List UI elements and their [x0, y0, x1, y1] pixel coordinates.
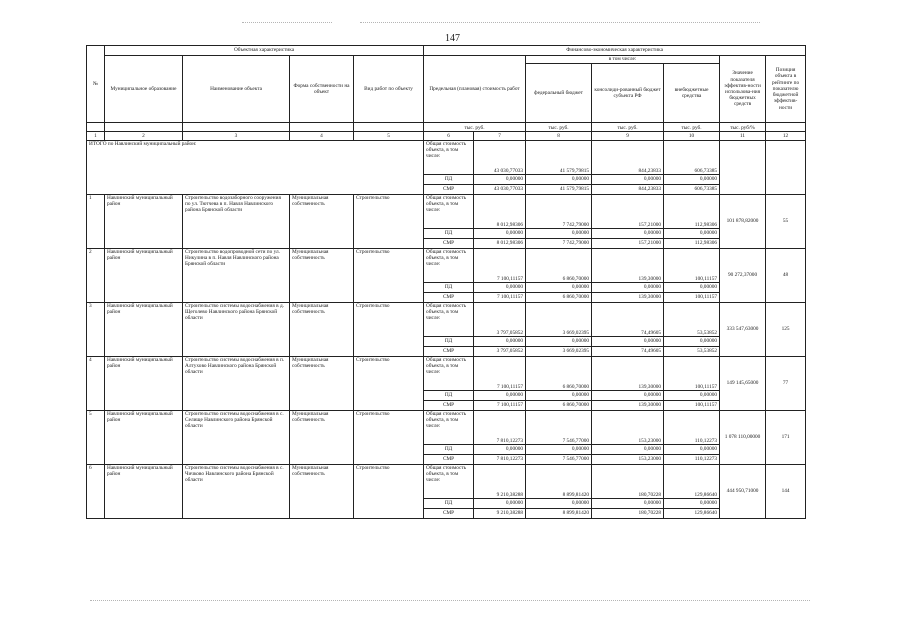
- ownership-cell: Муниципальная собственность: [290, 303, 354, 357]
- object-row: [87, 249, 806, 283]
- col-number: 6: [424, 132, 474, 141]
- rank-value: 77: [766, 357, 806, 411]
- extrabudget-value: 100,11157: [664, 293, 720, 303]
- regional-value: 0,00000: [592, 229, 664, 239]
- total-cost-value: 0,00000: [474, 283, 526, 293]
- row-number: 5: [87, 411, 105, 465]
- regional-value: 74,49605: [592, 347, 664, 357]
- total-cost-value: 7 100,11157: [474, 249, 526, 283]
- total-cost-value: 7 100,11157: [474, 401, 526, 411]
- federal-value: 0,00000: [526, 499, 592, 509]
- total-cost-value: 9 210,38288: [474, 465, 526, 499]
- regional-value: 0,00000: [592, 283, 664, 293]
- regional-value: 0,00000: [592, 337, 664, 347]
- federal-value: 41 579,79815: [526, 141, 592, 175]
- header-work-type: Вид работ по объекту: [354, 56, 424, 123]
- work-type-cell: Строительство: [354, 195, 424, 249]
- efficiency-value: 333 547,63000: [720, 303, 766, 357]
- efficiency-value: 90 272,37000: [720, 249, 766, 303]
- page-number: 147: [445, 33, 460, 44]
- header-units-row: [87, 123, 806, 132]
- regional-value: 74,49605: [592, 303, 664, 337]
- total-cost-value: 43 030,77033: [474, 141, 526, 175]
- extrabudget-value: 110,12273: [664, 455, 720, 465]
- scan-artifact-top: [242, 22, 332, 23]
- total-cost-value: 3 797,05852: [474, 347, 526, 357]
- header-cost: Предельная (плановая) стоимость работ: [424, 56, 526, 123]
- work-type-cell: Строительство: [354, 411, 424, 465]
- object-name-cell: Строительство системы водоснабжения в п. Алтухово Навлинского района Брянской области: [183, 357, 290, 411]
- federal-value: 0,00000: [526, 391, 592, 401]
- header-federal: федеральный бюджет: [526, 64, 592, 123]
- col-number: 11: [720, 132, 766, 141]
- federal-value: 0,00000: [526, 445, 592, 455]
- federal-value: 7 742,79000: [526, 195, 592, 229]
- efficiency-value: 149 145,65000: [720, 357, 766, 411]
- extrabudget-value: 0,00000: [664, 229, 720, 239]
- extrabudget-value: 110,12273: [664, 411, 720, 445]
- federal-value: 6 860,70000: [526, 293, 592, 303]
- total-cost-value: 7 810,12273: [474, 455, 526, 465]
- header-efficiency: Значение показателя эффектив-ности использова-ния бюджетных средств: [720, 56, 766, 123]
- unit-extrabudget: тыс. руб.: [664, 123, 720, 132]
- unit-federal: тыс. руб.: [526, 123, 592, 132]
- total-cost-value: 7 810,12273: [474, 411, 526, 445]
- object-row: [87, 195, 806, 229]
- row-number: 2: [87, 249, 105, 303]
- extrabudget-value: 0,00000: [664, 283, 720, 293]
- units-cell: [183, 123, 290, 132]
- extrabudget-value: 112,98306: [664, 195, 720, 229]
- extrabudget-value: 129,86640: [664, 465, 720, 499]
- header-row-2: [87, 56, 806, 64]
- federal-value: 7 742,79000: [526, 239, 592, 249]
- header-including: в том числе:: [526, 56, 720, 64]
- efficiency-value: 1 078 110,00000: [720, 411, 766, 465]
- col-number: 9: [592, 132, 664, 141]
- header-municipality: Муниципальное образование: [105, 56, 183, 123]
- total-cost-value: 3 797,05852: [474, 303, 526, 337]
- regional-value: 844,23833: [592, 185, 664, 195]
- federal-value: 3 669,02395: [526, 303, 592, 337]
- cost-type-label: ПД: [424, 283, 474, 293]
- column-numbers-row: [87, 132, 806, 141]
- units-cell: [290, 123, 354, 132]
- extrabudget-value: 53,53852: [664, 303, 720, 337]
- municipality-cell: Навлинский муниципальный район: [105, 465, 183, 519]
- regional-value: 180,70228: [592, 465, 664, 499]
- regional-value: 153,23000: [592, 411, 664, 445]
- object-row: [87, 303, 806, 337]
- municipality-cell: Навлинский муниципальный район: [105, 249, 183, 303]
- header-no: №: [87, 46, 105, 123]
- regional-value: 0,00000: [592, 175, 664, 185]
- header-row-1: [87, 46, 806, 56]
- ownership-cell: Муниципальная собственность: [290, 465, 354, 519]
- col-number: 7: [474, 132, 526, 141]
- col-number: 5: [354, 132, 424, 141]
- cost-type-label: Общая стоимость объекта, в том числе:: [424, 195, 474, 229]
- total-cost-value: 7 100,11157: [474, 357, 526, 391]
- efficiency-value: 444 950,71000: [720, 465, 766, 519]
- cost-type-label: Общая стоимость объекта, в том числе:: [424, 303, 474, 337]
- total-cost-value: 8 012,98306: [474, 239, 526, 249]
- header-ownership: Форма собственности на объект: [290, 56, 354, 123]
- total-cost-value: 8 012,98306: [474, 195, 526, 229]
- ownership-cell: Муниципальная собственность: [290, 249, 354, 303]
- total-cost-value: 9 210,38288: [474, 509, 526, 519]
- extrabudget-value: 100,11157: [664, 357, 720, 391]
- total-cost-value: 0,00000: [474, 337, 526, 347]
- extrabudget-value: 0,00000: [664, 337, 720, 347]
- extrabudget-value: 100,11157: [664, 401, 720, 411]
- col-number: 8: [526, 132, 592, 141]
- object-name-cell: Строительство водозаборного сооружения по ул. Тютчева в п. Навля Навлинского района Брянской области: [183, 195, 290, 249]
- total-cost-value: 0,00000: [474, 391, 526, 401]
- regional-value: 844,23833: [592, 141, 664, 175]
- federal-value: 7 546,77000: [526, 455, 592, 465]
- col-number: 1: [87, 132, 105, 141]
- regional-value: 180,70228: [592, 509, 664, 519]
- regional-value: 139,30000: [592, 249, 664, 283]
- cost-type-label: ПД: [424, 229, 474, 239]
- header-extrabudget: внебюджетные средства: [664, 64, 720, 123]
- col-number: 2: [105, 132, 183, 141]
- cost-type-label: ПД: [424, 175, 474, 185]
- total-cost-value: 7 100,11157: [474, 293, 526, 303]
- header-object-name: Наименование объекта: [183, 56, 290, 123]
- header-regional: консолиди-рованный бюджет субъекта РФ: [592, 64, 664, 123]
- total-cost-value: 0,00000: [474, 499, 526, 509]
- total-cost-value: 0,00000: [474, 175, 526, 185]
- work-type-cell: Строительство: [354, 465, 424, 519]
- col-number: 4: [290, 132, 354, 141]
- regional-value: 157,21000: [592, 239, 664, 249]
- extrabudget-value: 100,11157: [664, 249, 720, 283]
- cost-type-label: Общая стоимость объекта, в том числе:: [424, 141, 474, 175]
- extrabudget-value: 53,53852: [664, 347, 720, 357]
- efficiency-value: 101 878,82000: [720, 195, 766, 249]
- federal-value: 3 669,02395: [526, 347, 592, 357]
- row-number: 4: [87, 357, 105, 411]
- scan-artifact-bottom: [90, 600, 810, 601]
- units-cell: [354, 123, 424, 132]
- efficiency-value: [720, 141, 766, 195]
- object-name-cell: Строительство системы водоснабжения в д. Щеголево Навлинского района Брянской области: [183, 303, 290, 357]
- regional-value: 153,23000: [592, 455, 664, 465]
- cost-type-label: ПД: [424, 499, 474, 509]
- cost-type-label: СМР: [424, 185, 474, 195]
- header-fin-char: Финансово-экономическая характеристика: [424, 46, 806, 56]
- ownership-cell: Муниципальная собственность: [290, 357, 354, 411]
- total-cost-value: 0,00000: [474, 445, 526, 455]
- extrabudget-value: 0,00000: [664, 391, 720, 401]
- total-label: ИТОГО по Навлинский муниципальный район:: [87, 141, 424, 195]
- rank-value: 125: [766, 303, 806, 357]
- federal-value: 6 860,70000: [526, 357, 592, 391]
- rank-value: 55: [766, 195, 806, 249]
- federal-value: 0,00000: [526, 337, 592, 347]
- object-name-cell: Строительство системы водоснабжения в с. Селище Навлинского района Брянской области: [183, 411, 290, 465]
- regional-value: 139,30000: [592, 293, 664, 303]
- extrabudget-value: 0,00000: [664, 445, 720, 455]
- extrabudget-value: 112,98306: [664, 239, 720, 249]
- municipality-cell: Навлинский муниципальный район: [105, 357, 183, 411]
- row-number: 1: [87, 195, 105, 249]
- cost-type-label: СМР: [424, 347, 474, 357]
- extrabudget-value: 0,00000: [664, 499, 720, 509]
- rank-value: 171: [766, 411, 806, 465]
- extrabudget-value: 606,73385: [664, 185, 720, 195]
- regional-value: 139,30000: [592, 401, 664, 411]
- rank-value: [766, 141, 806, 195]
- cost-type-label: ПД: [424, 337, 474, 347]
- cost-type-label: Общая стоимость объекта, в том числе:: [424, 249, 474, 283]
- federal-value: 0,00000: [526, 229, 592, 239]
- regional-value: 157,21000: [592, 195, 664, 229]
- federal-value: 41 579,79815: [526, 185, 592, 195]
- work-type-cell: Строительство: [354, 303, 424, 357]
- units-cell: [87, 123, 105, 132]
- object-row: [87, 465, 806, 499]
- row-number: 6: [87, 465, 105, 519]
- work-type-cell: Строительство: [354, 357, 424, 411]
- col-number: 12: [766, 132, 806, 141]
- federal-value: 8 899,81420: [526, 509, 592, 519]
- units-cell: [766, 123, 806, 132]
- work-type-cell: Строительство: [354, 249, 424, 303]
- object-row: [87, 357, 806, 391]
- extrabudget-value: 606,73385: [664, 141, 720, 175]
- total-cost-value: 0,00000: [474, 229, 526, 239]
- investment-objects-table: [86, 45, 806, 519]
- federal-value: 6 860,70000: [526, 249, 592, 283]
- row-number: 3: [87, 303, 105, 357]
- federal-value: 0,00000: [526, 175, 592, 185]
- federal-value: 0,00000: [526, 283, 592, 293]
- object-name-cell: Строительство водопроводной сети по ул. Никулина в п. Навля Навлинского района Брянской области: [183, 249, 290, 303]
- federal-value: 6 860,70000: [526, 401, 592, 411]
- object-row: [87, 411, 806, 445]
- object-name-cell: Строительство системы водоснабжения в с. Чичково Навлинского района Брянской области: [183, 465, 290, 519]
- total-cost-value: 43 030,77033: [474, 185, 526, 195]
- units-cell: [105, 123, 183, 132]
- municipality-cell: Навлинский муниципальный район: [105, 195, 183, 249]
- cost-type-label: Общая стоимость объекта, в том числе:: [424, 411, 474, 445]
- municipality-cell: Навлинский муниципальный район: [105, 411, 183, 465]
- rank-value: 144: [766, 465, 806, 519]
- unit-cost: тыс. руб.: [424, 123, 526, 132]
- cost-type-label: СМР: [424, 455, 474, 465]
- cost-type-label: Общая стоимость объекта, в том числе:: [424, 465, 474, 499]
- regional-value: 0,00000: [592, 391, 664, 401]
- cost-type-label: ПД: [424, 445, 474, 455]
- federal-value: 7 546,77000: [526, 411, 592, 445]
- extrabudget-value: 0,00000: [664, 175, 720, 185]
- regional-value: 0,00000: [592, 445, 664, 455]
- scan-artifact-top-right: [360, 22, 760, 23]
- regional-value: 0,00000: [592, 499, 664, 509]
- cost-type-label: СМР: [424, 239, 474, 249]
- total-row-overall: [87, 141, 806, 175]
- municipality-cell: Навлинский муниципальный район: [105, 303, 183, 357]
- cost-type-label: Общая стоимость объекта, в том числе:: [424, 357, 474, 391]
- cost-type-label: СМР: [424, 509, 474, 519]
- cost-type-label: СМР: [424, 293, 474, 303]
- federal-value: 8 899,81420: [526, 465, 592, 499]
- col-number: 3: [183, 132, 290, 141]
- header-object-char: Объектная характеристика: [105, 46, 424, 56]
- extrabudget-value: 129,86640: [664, 509, 720, 519]
- cost-type-label: СМР: [424, 401, 474, 411]
- unit-regional: тыс. руб.: [592, 123, 664, 132]
- rank-value: 48: [766, 249, 806, 303]
- regional-value: 139,30000: [592, 357, 664, 391]
- ownership-cell: Муниципальная собственность: [290, 195, 354, 249]
- cost-type-label: ПД: [424, 391, 474, 401]
- unit-efficiency: тыс. руб/%: [720, 123, 766, 132]
- col-number: 10: [664, 132, 720, 141]
- ownership-cell: Муниципальная собственность: [290, 411, 354, 465]
- header-rating: Позиция объекта в рейтинге по показателю бюджетной эффектив-ности: [766, 56, 806, 123]
